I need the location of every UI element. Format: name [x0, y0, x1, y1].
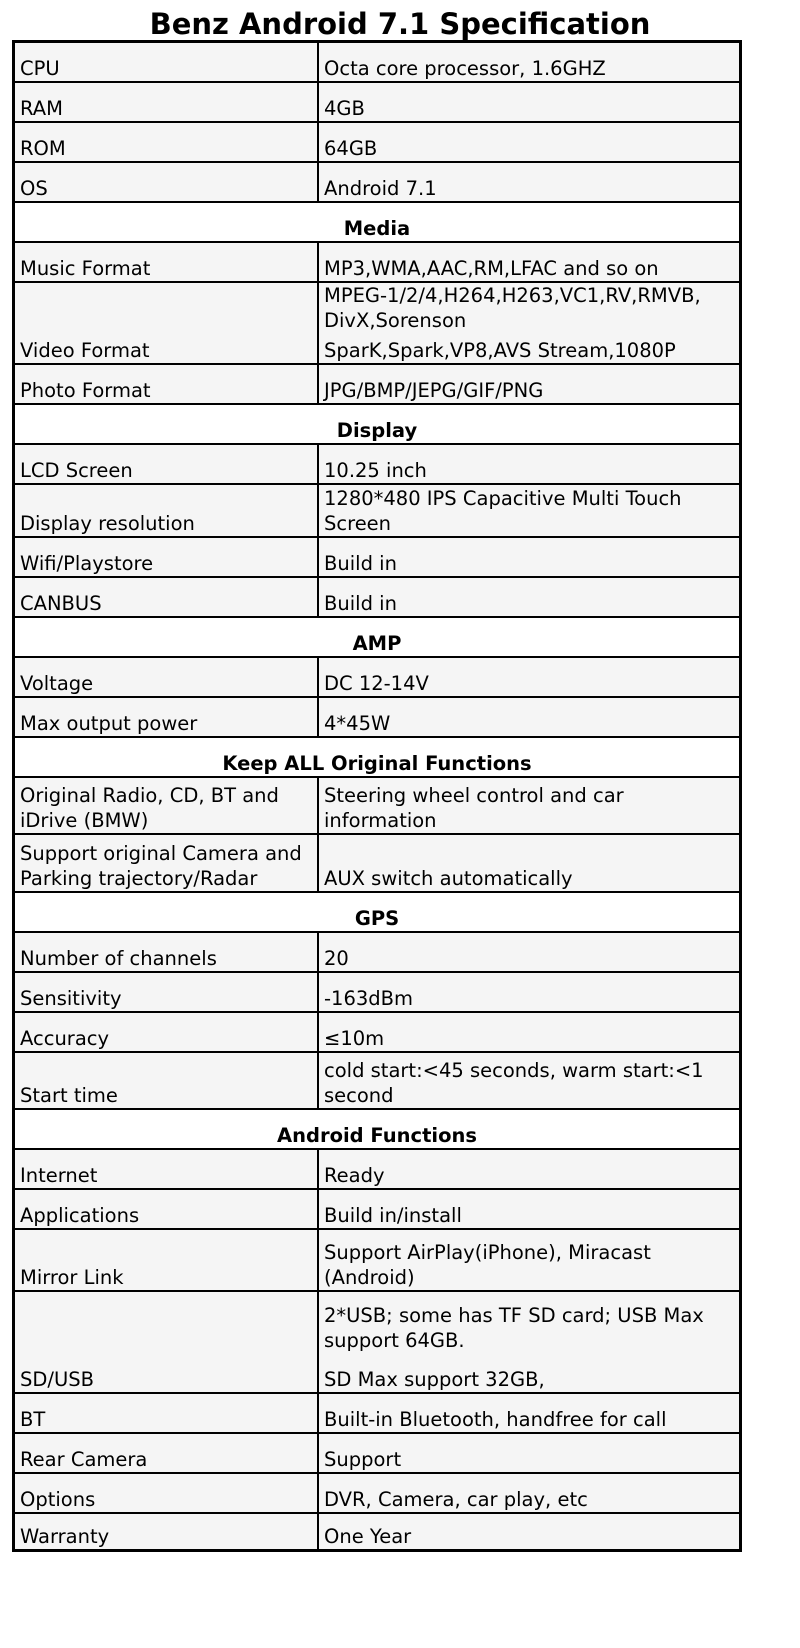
section-title: Media: [14, 202, 741, 242]
spec-label: Applications: [14, 1189, 319, 1229]
spec-label: Video Format: [14, 282, 319, 364]
table-row: [14, 42, 741, 82]
spec-label: SD/USB: [14, 1291, 319, 1393]
spec-value: Built-in Bluetooth, handfree for call: [318, 1393, 741, 1433]
spec-value: 4GB: [318, 82, 741, 122]
table-row: [14, 242, 741, 282]
table-row: [14, 1012, 741, 1052]
spec-label: Mirror Link: [14, 1229, 319, 1291]
section-header-row: [14, 202, 741, 242]
spec-value: -163dBm: [318, 972, 741, 1012]
spec-value: 4*45W: [318, 697, 741, 737]
spec-value: 10.25 inch: [318, 444, 741, 484]
spec-label: Start time: [14, 1052, 319, 1109]
spec-value-line: SD Max support 32GB,: [324, 1367, 545, 1391]
table-row: [14, 1433, 741, 1473]
table-row: [14, 364, 741, 404]
table-row: [14, 1393, 741, 1433]
table-row: [14, 484, 741, 537]
table-row: [14, 162, 741, 202]
spec-value: DVR, Camera, car play, etc: [318, 1473, 741, 1513]
spec-value: Build in: [318, 537, 741, 577]
spec-label: Support original Camera and Parking trajectory/Radar: [14, 834, 319, 892]
spec-value: 1280*480 IPS Capacitive Multi Touch Screen: [318, 484, 741, 537]
spec-label: Display resolution: [14, 484, 319, 537]
spec-value: Octa core processor, 1.6GHZ: [318, 42, 741, 82]
section-title: Android Functions: [14, 1109, 741, 1149]
table-row: [14, 972, 741, 1012]
spec-label: Wifi/Playstore: [14, 537, 319, 577]
spec-value: Build in/install: [318, 1189, 741, 1229]
table-row: [14, 82, 741, 122]
section-header-row: [14, 617, 741, 657]
spec-value: ≤10m: [318, 1012, 741, 1052]
spec-label: CANBUS: [14, 577, 319, 617]
spec-value: [318, 282, 741, 364]
spec-value: 20: [318, 932, 741, 972]
spec-label: Sensitivity: [14, 972, 319, 1012]
table-row: [14, 577, 741, 617]
table-row: [14, 834, 741, 892]
table-row: [14, 657, 741, 697]
section-header-row: [14, 737, 741, 777]
spec-label: BT: [14, 1393, 319, 1433]
table-row: [14, 282, 741, 364]
spec-label: ROM: [14, 122, 319, 162]
section-title: AMP: [14, 617, 741, 657]
spec-label: Max output power: [14, 697, 319, 737]
spec-value: Ready: [318, 1149, 741, 1189]
spec-value: Support: [318, 1433, 741, 1473]
page-title: Benz Android 7.1 Specification: [149, 7, 651, 41]
spec-value-line: 2*USB; some has TF SD card; USB Max support 64GB.: [324, 1303, 704, 1352]
spec-label: Accuracy: [14, 1012, 319, 1052]
spec-label: Internet: [14, 1149, 319, 1189]
table-row: [14, 1473, 741, 1513]
spec-value: [318, 1291, 741, 1393]
spec-table: [12, 40, 742, 1552]
spec-value: Steering wheel control and car information: [318, 777, 741, 834]
section-header-row: [14, 404, 741, 444]
spec-value: AUX switch automatically: [318, 834, 741, 892]
table-row: [14, 932, 741, 972]
table-row: [14, 537, 741, 577]
spec-label: Warranty: [14, 1513, 319, 1551]
table-row: [14, 1052, 741, 1109]
table-row: [14, 1229, 741, 1291]
spec-value: Android 7.1: [318, 162, 741, 202]
table-row: [14, 1513, 741, 1551]
spec-value: JPG/BMP/JEPG/GIF/PNG: [318, 364, 741, 404]
section-title: GPS: [14, 892, 741, 932]
spec-value: Build in: [318, 577, 741, 617]
spec-value: 64GB: [318, 122, 741, 162]
spec-label: Options: [14, 1473, 319, 1513]
table-row: [14, 697, 741, 737]
section-header-row: [14, 892, 741, 932]
table-row: [14, 1149, 741, 1189]
table-row: [14, 122, 741, 162]
section-header-row: [14, 1109, 741, 1149]
spec-value: DC 12-14V: [318, 657, 741, 697]
spec-value: cold start:<45 seconds, warm start:<1 second: [318, 1052, 741, 1109]
spec-label: RAM: [14, 82, 319, 122]
spec-label: CPU: [14, 42, 319, 82]
spec-label: OS: [14, 162, 319, 202]
spec-value-line: MPEG-1/2/4,H264,H263,VC1,RV,RMVB, DivX,Sorenson: [324, 283, 701, 332]
table-row: [14, 444, 741, 484]
spec-label: LCD Screen: [14, 444, 319, 484]
spec-label: Music Format: [14, 242, 319, 282]
table-row: [14, 1291, 741, 1393]
spec-label: Rear Camera: [14, 1433, 319, 1473]
section-title: Keep ALL Original Functions: [14, 737, 741, 777]
table-row: [14, 1189, 741, 1229]
table-row: [14, 777, 741, 834]
spec-value: One Year: [318, 1513, 741, 1551]
spec-value-line: SparK,Spark,VP8,AVS Stream,1080P: [324, 338, 676, 362]
spec-value: MP3,WMA,AAC,RM,LFAC and so on: [318, 242, 741, 282]
spec-label: Photo Format: [14, 364, 319, 404]
section-title: Display: [14, 404, 741, 444]
spec-value: Support AirPlay(iPhone), Miracast (Android): [318, 1229, 741, 1291]
spec-label: Original Radio, CD, BT and iDrive (BMW): [14, 777, 319, 834]
spec-label: Number of channels: [14, 932, 319, 972]
spec-label: Voltage: [14, 657, 319, 697]
